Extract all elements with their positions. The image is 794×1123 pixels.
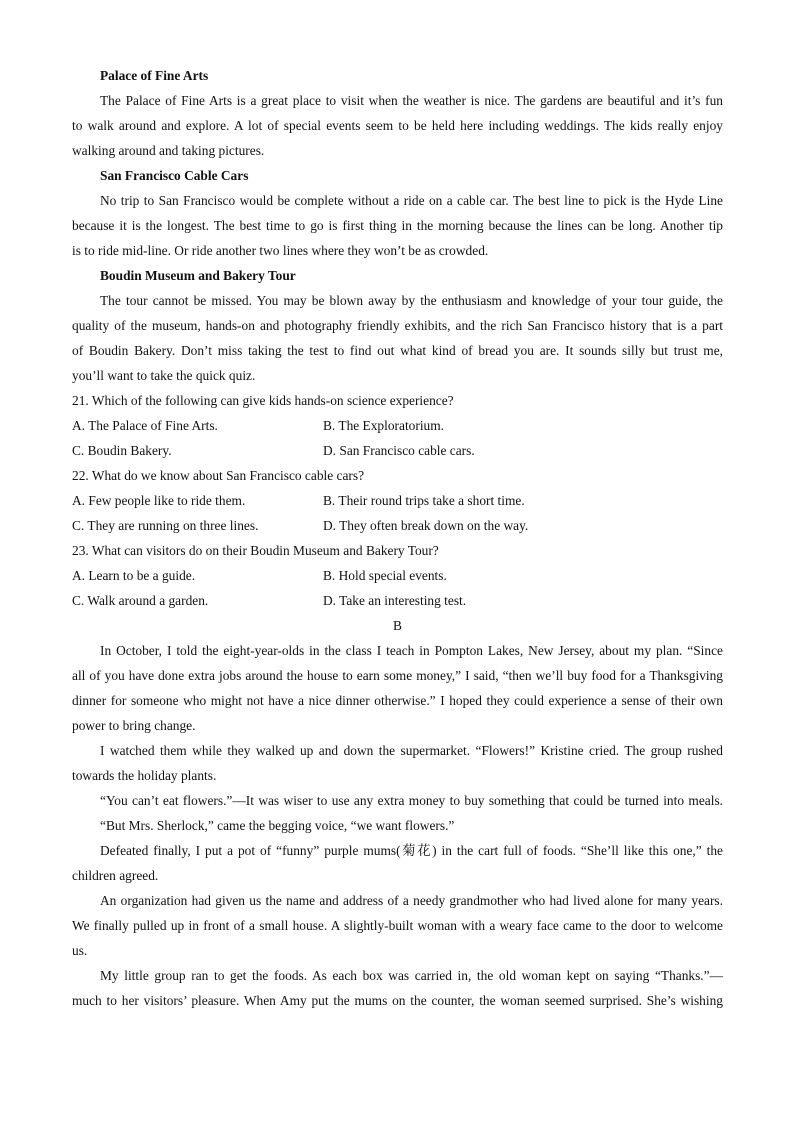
passage-label: B [393,618,402,633]
paragraph-line: “But Mrs. Sherlock,” came the begging voice, “we want flowers.” [100,818,455,833]
paragraph-line: The Palace of Fine Arts is a great place to visit when the weather is nice. The gardens are beautiful and it’s fun [100,93,723,108]
paragraph-line: I watched them while they walked up and down the supermarket. “Flowers!” Kristine cried. The group rushed [100,743,723,758]
option-row [72,488,723,513]
paragraph-line: Defeated finally, I put a pot of “funny” purple mums(菊花) in the cart full of foods. “She’ll like this one,” the [100,843,723,858]
paragraph-line: is to ride mid-line. Or ride another two lines where they won’t be as crowded. [72,243,489,258]
paragraph-line: you’ll want to take the quick quiz. [72,368,256,383]
answer-option[interactable]: D. They often break down on the way. [323,518,529,533]
paragraph-line: My little group ran to get the foods. As each box was carried in, the old woman kept on saying “Thanks.”— [100,968,723,983]
paragraph-line: towards the holiday plants. [72,768,217,783]
option-row [72,588,723,613]
paragraph-line: power to bring change. [72,718,196,733]
option-row [72,513,723,538]
section-heading: San Francisco Cable Cars [100,168,249,183]
option-row [72,413,723,438]
paragraph-line: In October, I told the eight-year-olds in the class I teach in Pompton Lakes, New Jersey, about my plan. “Since [100,643,723,658]
paragraph-line: of Boudin Bakery. Don’t miss taking the test to find out what kind of bread you are. It sounds silly but trust me, [72,343,723,358]
paragraph-line: The tour cannot be missed. You may be blown away by the enthusiasm and knowledge of your tour guide, the [100,293,723,308]
option-row [72,438,723,463]
answer-option[interactable]: B. Their round trips take a short time. [323,493,525,508]
option-row [72,563,723,588]
paragraph-line: quality of the museum, hands-on and photography friendly exhibits, and the rich San Francisco history that is a part [72,318,723,333]
paragraph-line: “You can’t eat flowers.”—It was wiser to use any extra money to buy something that could be turned into meals. [100,793,723,808]
question-stem: 22. What do we know about San Francisco cable cars? [72,468,365,483]
answer-option[interactable]: C. Boudin Bakery. [72,443,172,458]
section-heading: Palace of Fine Arts [100,68,209,83]
paragraph-line: all of you have done extra jobs around the house to earn some money,” I said, “then we’ll buy food for a Thanksgiving [72,668,723,683]
question-stem: 23. What can visitors do on their Boudin Museum and Bakery Tour? [72,543,439,558]
exam-page [72,63,723,1013]
answer-option[interactable]: A. Learn to be a guide. [72,568,196,583]
answer-option[interactable]: C. Walk around a garden. [72,593,209,608]
answer-option[interactable]: D. San Francisco cable cars. [323,443,475,458]
answer-option[interactable]: C. They are running on three lines. [72,518,259,533]
paragraph-line: dinner for someone who might not have a nice dinner otherwise.” I hoped they could experience a sense of their own [72,693,723,708]
section-heading: Boudin Museum and Bakery Tour [100,268,296,283]
paragraph-line: walking around and taking pictures. [72,143,265,158]
answer-option[interactable]: A. Few people like to ride them. [72,493,246,508]
paragraph-line: because it is the longest. The best time to go is first thing in the morning because the lines can be long. Another tip [72,218,723,233]
paragraph-line: us. [72,943,88,958]
question-stem: 21. Which of the following can give kids hands-on science experience? [72,393,454,408]
paragraph-line: children agreed. [72,868,159,883]
paragraph-line: No trip to San Francisco would be complete without a ride on a cable car. The best line to pick is the Hyde Line [100,193,723,208]
answer-option[interactable]: A. The Palace of Fine Arts. [72,418,218,433]
paragraph-line: An organization had given us the name and address of a needy grandmother who had lived alone for many years. [100,893,723,908]
paragraph-line: We finally pulled up in front of a small house. A slightly-built woman with a weary face came to the door to welcome [72,918,723,933]
answer-option[interactable]: B. The Exploratorium. [323,418,444,433]
paragraph-line: much to her visitors’ pleasure. When Amy put the mums on the counter, the woman seemed surprised. She’s wishing [72,993,723,1008]
answer-option[interactable]: B. Hold special events. [323,568,447,583]
answer-option[interactable]: D. Take an interesting test. [323,593,467,608]
paragraph-line: to walk around and explore. A lot of special events seem to be held here including weddings. The kids really enjoy [72,118,723,133]
